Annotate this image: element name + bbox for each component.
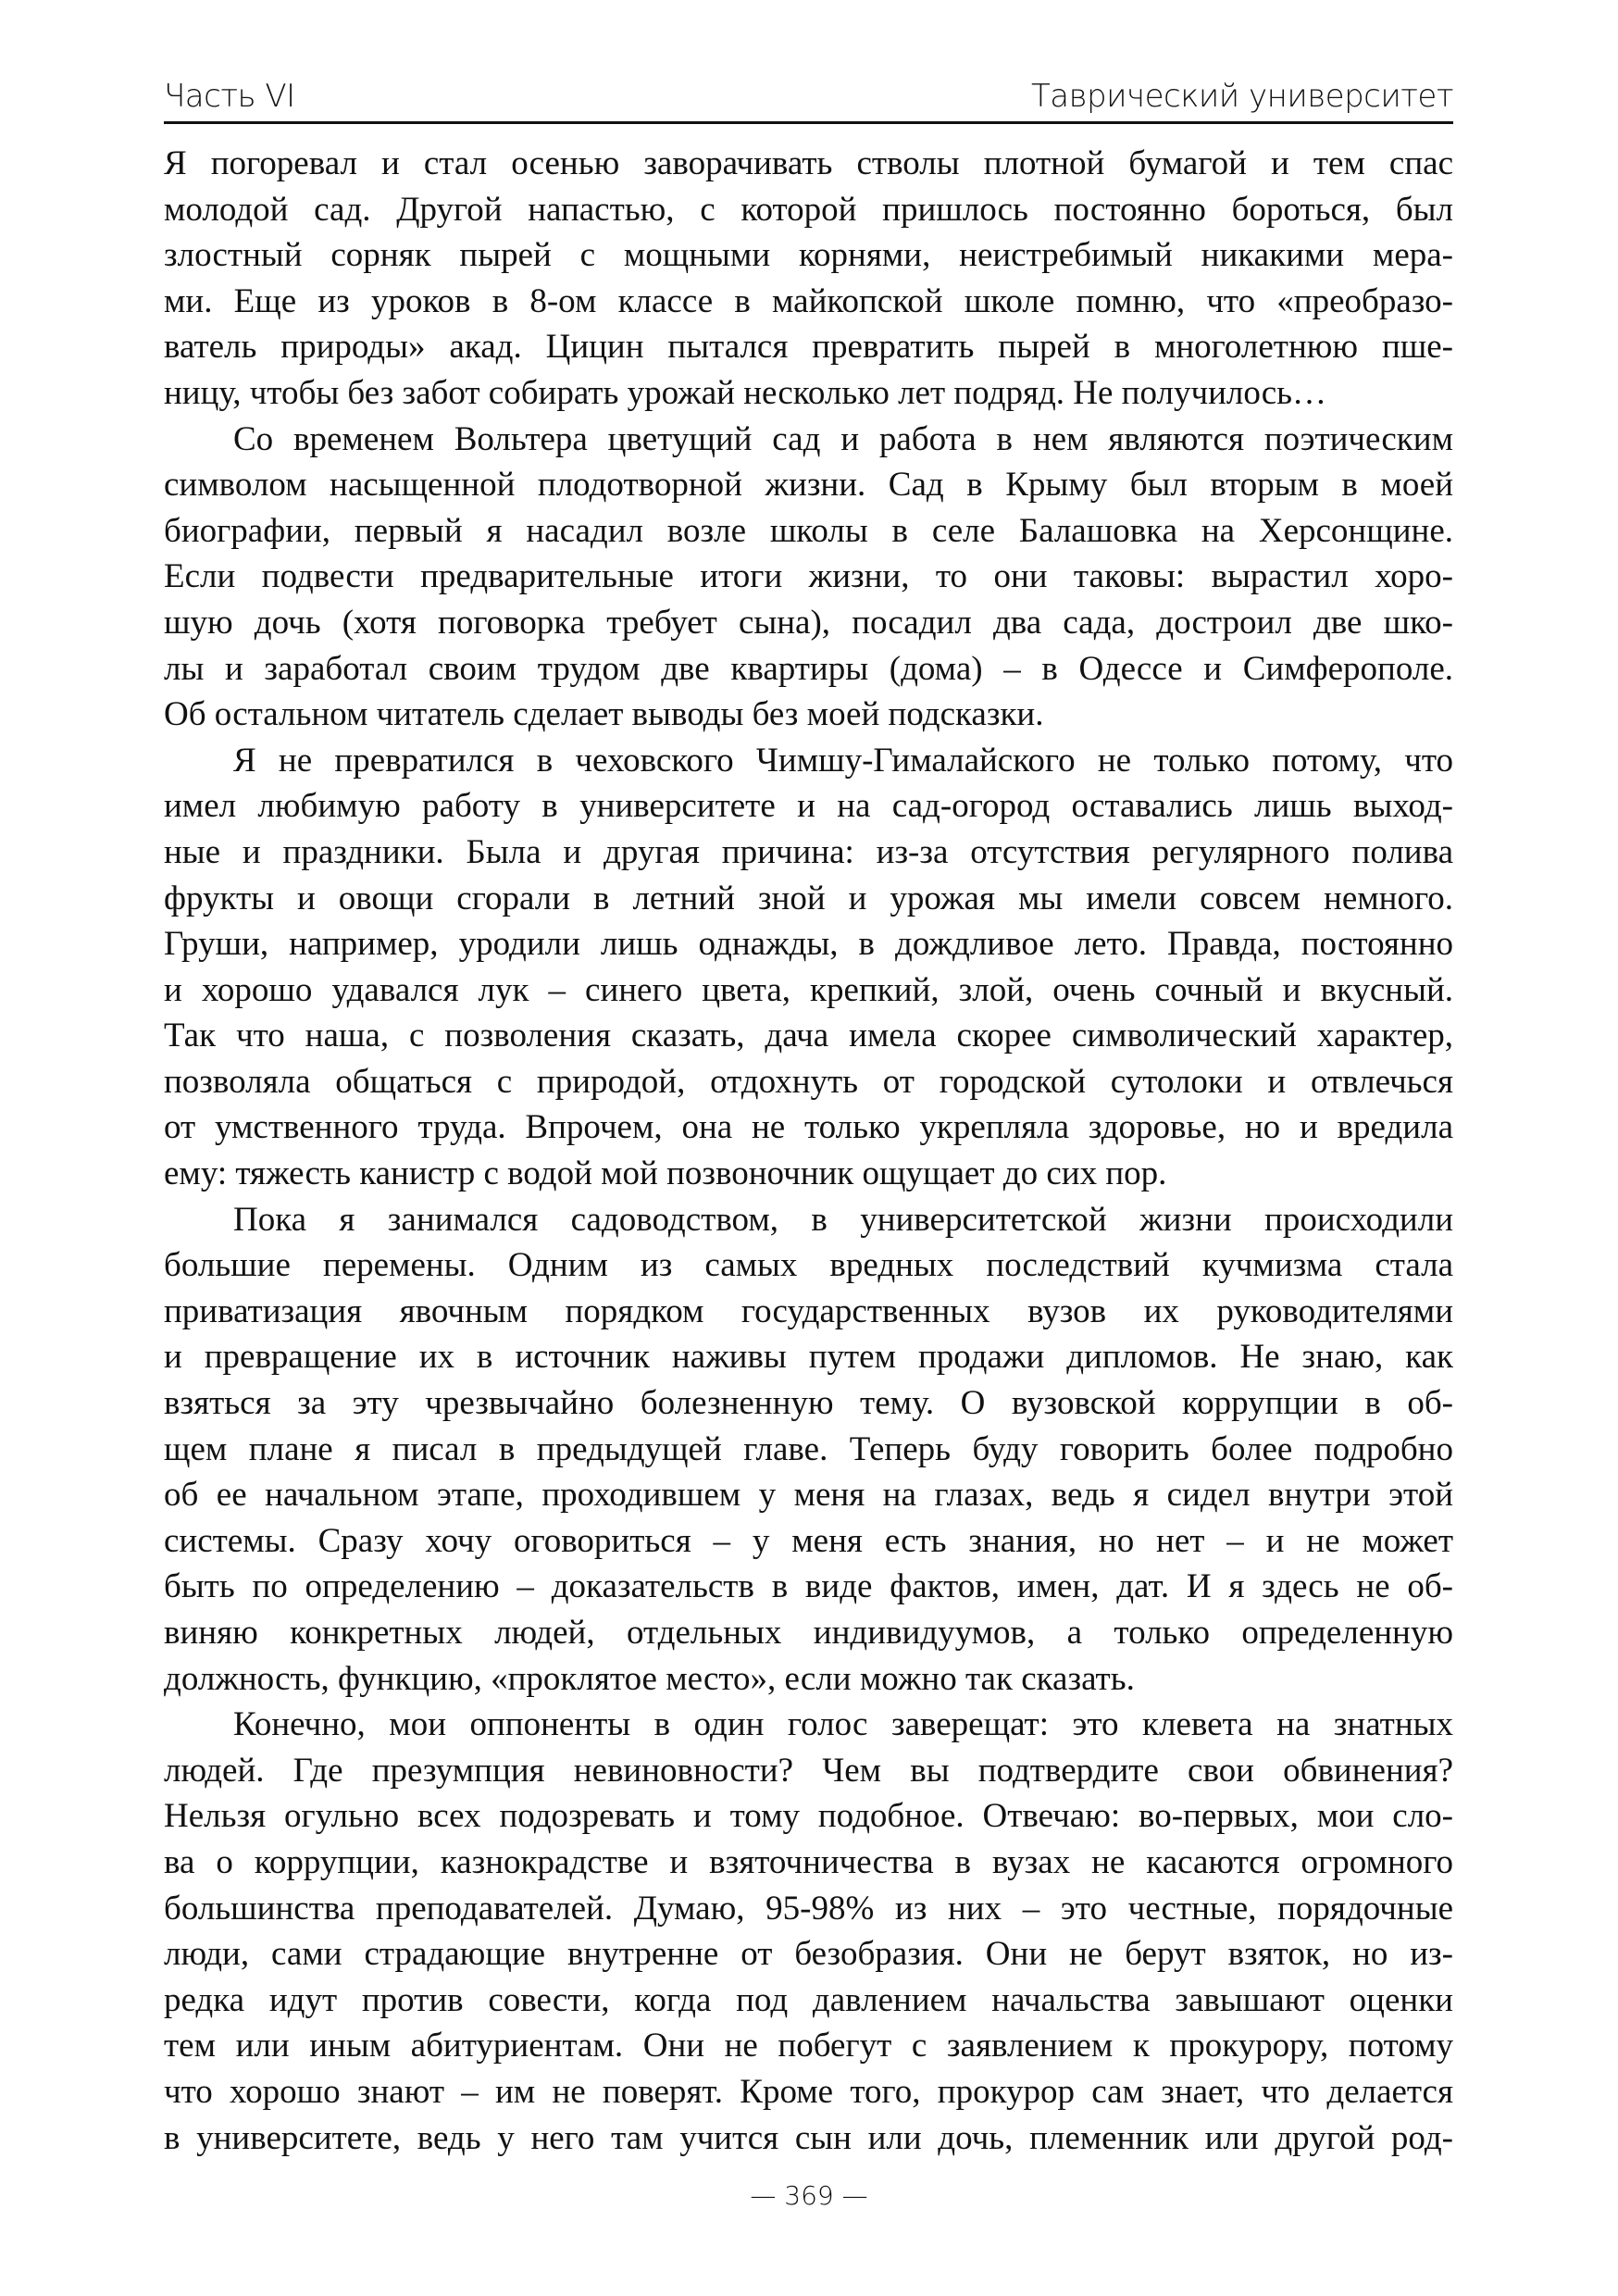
text-line: приватизация явочным порядком государственных вузов их руководителями (164, 1292, 1453, 1330)
text-line: биографии, первый я насадил возле школы в селе Балашовка на Херсонщине. (164, 511, 1453, 550)
header-part-label: Часть VI (164, 78, 295, 115)
text-line: редка идут против совести, когда под давлением начальства завышают оценки (164, 1980, 1453, 2019)
text-line: Пока я занимался садоводством, в университетской жизни происходили (233, 1200, 1453, 1239)
text-line: взяться за эту чрезвычайно болезненную тему. О вузовской коррупции в об- (164, 1384, 1453, 1423)
text-line: виняю конкретных людей, отдельных индивидуумов, а только определенную (164, 1614, 1453, 1652)
paragraph (164, 141, 1453, 417)
text-line: тем или иным абитуриентам. Они не побегут с заявлением к прокурору, потому (164, 2027, 1453, 2065)
text-line: от умственного труда. Впрочем, она не только укрепляла здоровье, но и вредила (164, 1108, 1453, 1147)
text-line: имел любимую работу в университете и на сад-огород оставались лишь выход- (164, 787, 1453, 826)
text-line: Нельзя огульно всех подозревать и тому подобное. Отвечаю: во-первых, мои сло- (164, 1797, 1453, 1836)
text-line: Так что наша, с позволения сказать, дача имела скорее символический характер, (164, 1017, 1453, 1055)
text-line: людей. Где презумпция невиновности? Чем вы подтвердите свои обвинения? (164, 1751, 1453, 1790)
text-line: об ее начальном этапе, проходившем у меня на глазах, ведь я сидел внутри этой (164, 1476, 1453, 1515)
text-line: Я погоревал и стал осенью заворачивать стволы плотной бумагой и тем спас (164, 144, 1453, 182)
text-line: щем плане я писал в предыдущей главе. Теперь буду говорить более подробно (164, 1429, 1453, 1468)
paragraph (164, 417, 1453, 738)
text-line: ные и праздники. Была и другая причина: из-за отсутствия регулярного полива (164, 832, 1453, 871)
text-line: ему: тяжесть канистр с водой мой позвоночник ощущает до сих пор. (164, 1154, 1167, 1193)
text-line: большие перемены. Одним из самых вредных последствий кучмизма стала (164, 1246, 1453, 1285)
header-divider (164, 121, 1453, 124)
body-text (164, 141, 1453, 2161)
text-line: быть по определению – доказательств в виде фактов, имен, дат. И я здесь не об- (164, 1567, 1453, 1606)
text-line: и хорошо удавался лук – синего цвета, крепкий, злой, очень сочный и вкусный. (164, 970, 1453, 1009)
text-line: ва о коррупции, казнокрадстве и взяточничества в вузах не касаются огромного (164, 1842, 1453, 1881)
text-line: и превращение их в источник наживы путем продажи дипломов. Не знаю, как (164, 1338, 1453, 1377)
paragraph (164, 738, 1453, 1197)
header-chapter-title: Таврический университет (1031, 78, 1453, 115)
text-line: Конечно, мои оппоненты в один голос заверещат: это клевета на знатных (233, 1705, 1453, 1744)
text-line: системы. Сразу хочу оговориться – у меня есть знания, но нет – и не может (164, 1521, 1453, 1560)
text-line: Груши, например, уродили лишь однажды, в дождливое лето. Правда, постоянно (164, 925, 1453, 964)
text-line: Если подвести предварительные итоги жизни, то они таковы: вырастил хоро- (164, 557, 1453, 596)
text-line: позволяла общаться с природой, отдохнуть от городской сутолоки и отвлечься (164, 1062, 1453, 1101)
paragraph (164, 1702, 1453, 2161)
running-header (164, 76, 1453, 120)
text-line: фрукты и овощи сгорали в летний зной и урожая мы имели совсем немного. (164, 879, 1453, 917)
text-line: Со временем Вольтера цветущий сад и работа в нем являются поэтическим (233, 419, 1453, 458)
text-line: Об остальном читатель сделает выводы без моей подсказки. (164, 695, 1044, 734)
text-line: ми. Еще из уроков в 8-ом классе в майкопской школе помню, что «преобразо- (164, 281, 1453, 320)
text-line: что хорошо знают – им не поверят. Кроме того, прокурор сам знает, что делается (164, 2072, 1453, 2111)
text-line: шую дочь (хотя поговорка требует сына), посадил два сада, достроил две шко- (164, 603, 1453, 642)
text-line: лы и заработал своим трудом две квартиры (дома) – в Одессе и Симферополе. (164, 649, 1453, 688)
text-line: Я не превратился в чеховского Чимшу-Гималайского не только потому, что (233, 741, 1453, 780)
text-line: ватель природы» акад. Цицин пытался превратить пырей в многолетнюю пше- (164, 328, 1453, 367)
text-line: символом насыщенной плодотворной жизни. Сад в Крыму был вторым в моей (164, 466, 1453, 505)
text-line: большинства преподавателей. Думаю, 95-98% из них – это честные, порядочные (164, 1889, 1453, 1928)
text-line: люди, сами страдающие внутренне от безобразия. Они не берут взяток, но из- (164, 1935, 1453, 1974)
text-line: должность, функцию, «проклятое место», если можно так сказать. (164, 1659, 1135, 1698)
text-line: ницу, чтобы без забот собирать урожай несколько лет подряд. Не получилось… (164, 373, 1327, 412)
text-line: молодой сад. Другой напастью, с которой пришлось постоянно бороться, был (164, 190, 1453, 229)
text-line: в университете, ведь у него там учится сын или дочь, племенник или другой род- (164, 2118, 1453, 2157)
text-line: злостный сорняк пырей с мощными корнями, неистребимый никакими мера- (164, 236, 1453, 275)
paragraph (164, 1197, 1453, 1703)
page-number: — 369 — (750, 2180, 868, 2211)
